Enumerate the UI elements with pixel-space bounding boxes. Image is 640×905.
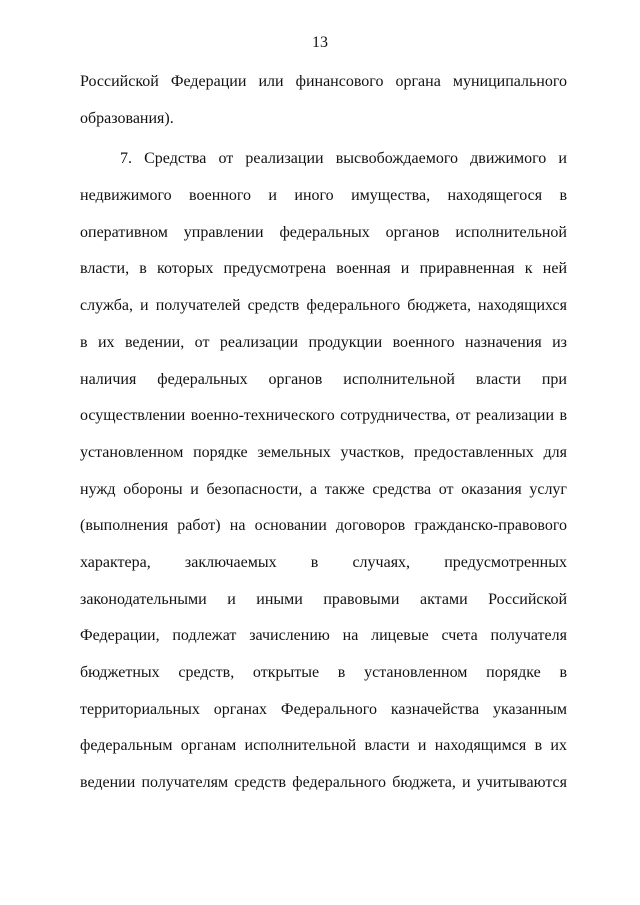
text-line: 7. Средства от реализации высвобождаемого движимого и [120,150,567,168]
page-number: 13 [312,34,328,51]
text-line: ведении получателям средств федерального бюджета, и учитываются [80,774,567,792]
text-line: установленном порядке земельных участков, предоставленных для [80,443,567,461]
text-line: бюджетных средств, открытые в установленном порядке в [80,664,567,681]
text-line: законодательными и иными правовыми актами Российской [80,590,567,608]
text-line: Федерации, подлежат зачислению на лицевые счета получателя [80,627,567,645]
text-line: нужд обороны и безопасности, а также средства от оказания услуг [80,480,567,498]
text-line: Российской Федерации или финансового органа муниципального [80,73,567,90]
text-line: служба, и получателей средств федерального бюджета, находящихся [80,297,567,315]
text-line: (выполнения работ) на основании договоров гражданско-правового [80,517,567,535]
text-line: оперативном управлении федеральных органов исполнительной [80,223,567,241]
text-line: недвижимого военного и иного имущества, находящегося в [80,187,567,205]
text-line: федеральным органам исполнительной власти и находящимся в их [80,737,567,755]
text-line: власти, в которых предусмотрена военная и приравненная к ней [80,260,567,278]
document-body [80,64,567,802]
paragraph [80,141,567,801]
text-line: территориальных органах Федерального казначейства указанным [80,700,567,718]
text-line: в их ведении, от реализации продукции военного назначения из [80,333,567,351]
paragraph [80,64,567,137]
text-line: осуществлении военно-технического сотрудничества, от реализации в [80,407,567,425]
text-line: характера, заключаемых в случаях, предусмотренных [80,553,567,571]
text-line: образования). [80,109,174,127]
text-line: наличия федеральных органов исполнительной власти при [80,370,567,388]
